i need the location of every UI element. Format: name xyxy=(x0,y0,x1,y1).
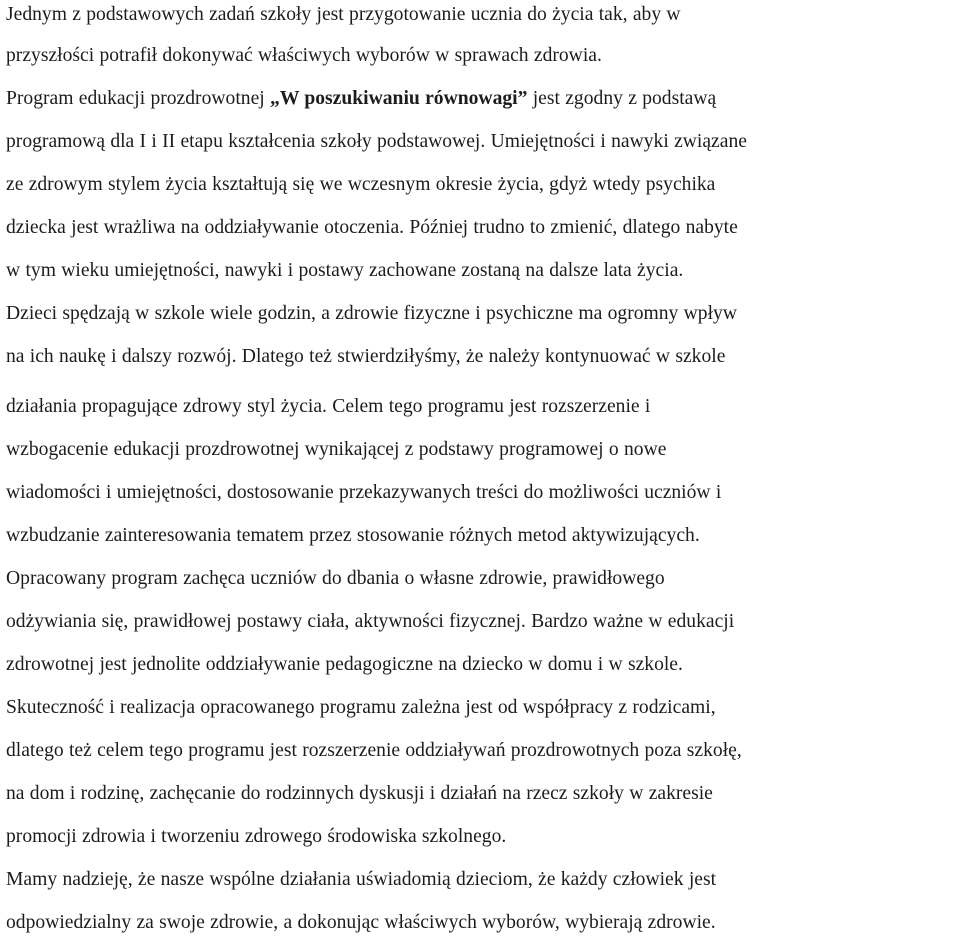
text-line-program-title xyxy=(6,84,716,114)
text-line: ze zdrowym stylem życia kształtują się we wczesnym okresie życia, gdyż wtedy psychika xyxy=(6,174,716,195)
text-line: wzbogacenie edukacji prozdrowotnej wynikającej z podstawy programowej o nowe xyxy=(6,439,667,460)
text-line: odżywiania się, prawidłowej postawy ciała, aktywności fizycznej. Bardzo ważne w edukacji xyxy=(6,611,735,632)
text-line: programową dla I i II etapu kształcenia szkoły podstawowej. Umiejętności i nawyki związane xyxy=(6,131,747,152)
text-line: wiadomości i umiejętności, dostosowanie przekazywanych treści do możliwości uczniów i xyxy=(6,482,722,503)
text-line: w tym wieku umiejętności, nawyki i postawy zachowane zostaną na dalsze lata życia. xyxy=(6,260,684,281)
text-line: odpowiedzialny za swoje zdrowie, a dokonując właściwych wyborów, wybierają zdrowie. xyxy=(6,912,716,933)
text-segment: Program edukacji prozdrowotnej xyxy=(6,88,271,109)
text-line: na dom i rodzinę, zachęcanie do rodzinnych dyskusji i działań na rzecz szkoły w zakresie xyxy=(6,783,713,804)
text-line: na ich naukę i dalszy rozwój. Dlatego też stwierdziłyśmy, że należy kontynuować w szkole xyxy=(6,346,726,367)
text-line: Opracowany program zachęca uczniów do dbania o własne zdrowie, prawidłowego xyxy=(6,568,665,589)
program-title: „W poszukiwaniu równowagi” xyxy=(270,88,528,109)
text-line: dlatego też celem tego programu jest rozszerzenie oddziaływań prozdrowotnych poza szkołę, xyxy=(6,740,742,761)
text-segment: jest zgodny z podstawą xyxy=(527,88,717,109)
text-line: wzbudzanie zainteresowania tematem przez stosowanie różnych metod aktywizujących. xyxy=(6,525,700,546)
text-line: Jednym z podstawowych zadań szkoły jest przygotowanie ucznia do życia tak, aby w xyxy=(6,4,681,25)
text-line: przyszłości potrafił dokonywać właściwych wyborów w sprawach zdrowia. xyxy=(6,45,602,66)
text-line: Skuteczność i realizacja opracowanego programu zależna jest od współpracy z rodzicami, xyxy=(6,697,716,718)
text-line: promocji zdrowia i tworzeniu zdrowego środowiska szkolnego. xyxy=(6,826,507,847)
text-line: Dzieci spędzają w szkole wiele godzin, a zdrowie fizyczne i psychiczne ma ogromny wpływ xyxy=(6,303,737,324)
text-line: zdrowotnej jest jednolite oddziaływanie pedagogiczne na dziecko w domu i w szkole. xyxy=(6,654,683,675)
text-line: Mamy nadzieję, że nasze wspólne działania uświadomią dzieciom, że każdy człowiek jest xyxy=(6,869,717,890)
text-line: działania propagujące zdrowy styl życia. Celem tego programu jest rozszerzenie i xyxy=(6,396,651,417)
text-line: dziecka jest wrażliwa na oddziaływanie otoczenia. Później trudno to zmienić, dlatego nabyte xyxy=(6,217,738,238)
